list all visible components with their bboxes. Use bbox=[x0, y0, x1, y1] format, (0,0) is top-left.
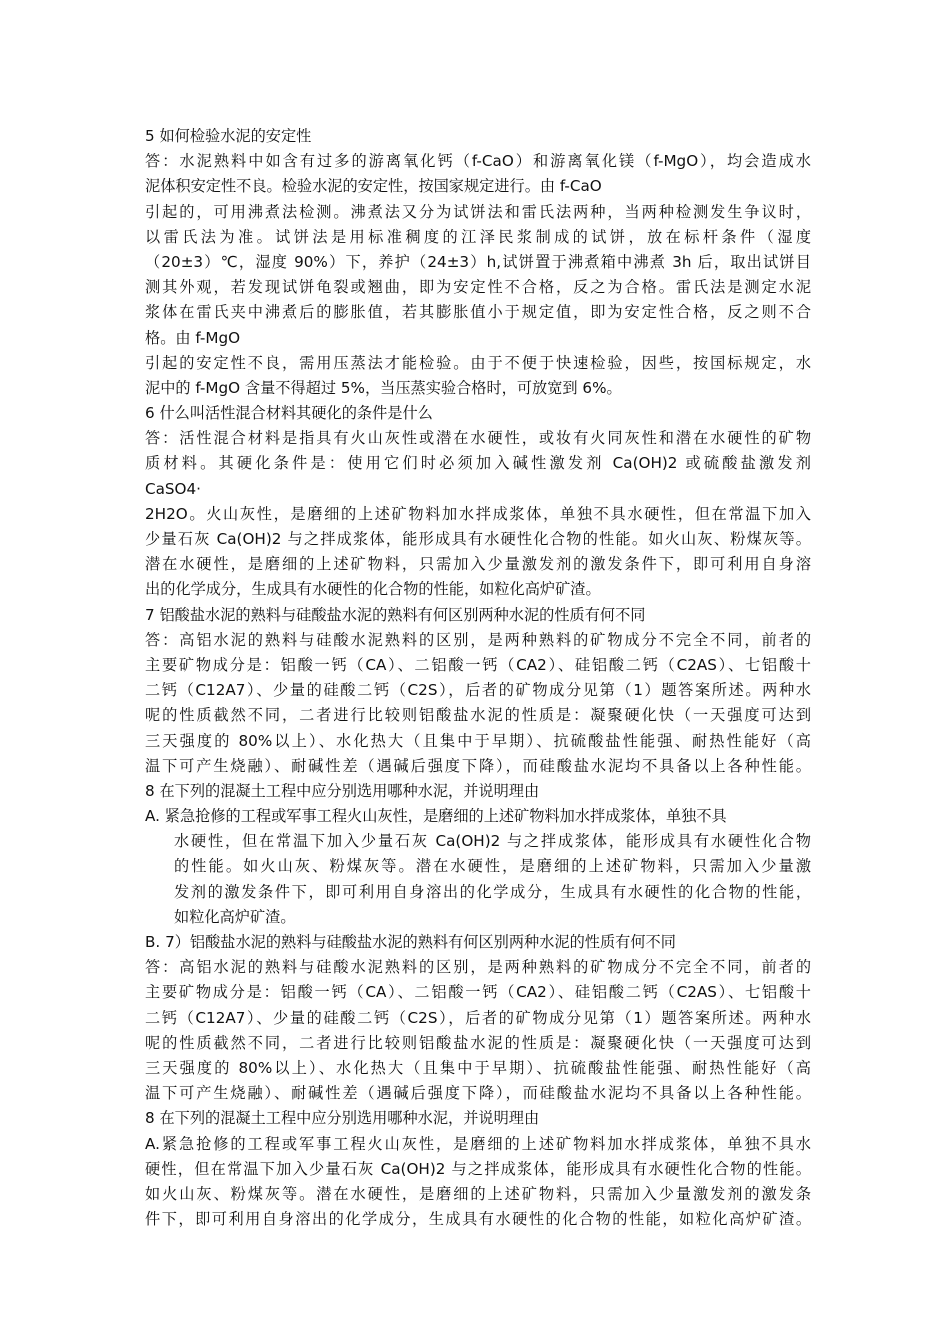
text-line: 主要矿物成分是：铝酸一钙（CA）、二铝酸一钙（CA2）、硅铝酸二钙（C2AS）、七铝酸十 bbox=[145, 655, 811, 674]
text-line: 的性能。如火山灰、粉煤灰等。潜在水硬性，是磨细的上述矿物料，只需加入少量激 bbox=[174, 857, 811, 876]
text-line: 质材料。其硬化条件是：使用它们时必须加入碱性激发剂 Ca(OH)2 或硫酸盐激发剂 bbox=[145, 454, 811, 473]
text-line: 出的化学成分，生成具有水硬性的化合物的性能，如粒化高炉矿渣。 bbox=[145, 580, 601, 599]
document-body bbox=[145, 124, 811, 1232]
text-line: A. 紧急抢修的工程或军事工程火山灰性，是磨细的上述矿物料加水拌成浆体，单独不具 bbox=[145, 807, 727, 826]
text-line: 6 什么叫活性混合材料其硬化的条件是什么 bbox=[145, 404, 433, 423]
text-line: 少量石灰 Ca(OH)2 与之拌成浆体，能形成具有水硬性化合物的性能。如火山灰、粉煤灰等。 bbox=[145, 530, 811, 548]
text-line: 呢的性质截然不同，二者进行比较则铝酸盐水泥的性质是：凝聚硬化快（一天强度可达到 bbox=[145, 706, 811, 725]
text-line: 以雷氏法为准。试饼法是用标准稠度的江泽民浆制成的试饼，放在标杆条件（湿度 bbox=[145, 227, 811, 246]
text-line: 件下，即可利用自身溶出的化学成分，生成具有水硬性的化合物的性能，如粒化高炉矿渣。 bbox=[145, 1210, 811, 1229]
text-line: 温下可产生烧融）、耐碱性差（遇碱后强度下降），而硅酸盐水泥均不具备以上各种性能。 bbox=[145, 756, 811, 775]
text-line: 潜在水硬性，是磨细的上述矿物料，只需加入少量激发剂的激发条件下，即可利用自身溶 bbox=[145, 555, 811, 574]
text-line: 8 在下列的混凝土工程中应分别选用哪种水泥，并说明理由 bbox=[145, 1109, 540, 1128]
text-line: 呢的性质截然不同，二者进行比较则铝酸盐水泥的性质是：凝聚硬化快（一天强度可达到 bbox=[145, 1033, 811, 1052]
text-line: 如粒化高炉矿渣。 bbox=[174, 907, 296, 926]
text-line: 硬性，但在常温下加入少量石灰 Ca(OH)2 与之拌成浆体，能形成具有水硬性化合物的性能。 bbox=[145, 1159, 811, 1178]
text-line: 测其外观，若发现试饼龟裂或翘曲，即为安定性不合格，反之为合格。雷氏法是测定水泥 bbox=[145, 278, 811, 297]
text-line: 2H2O。火山灰性，是磨细的上述矿物料加水拌成浆体，单独不具水硬性，但在常温下加入 bbox=[145, 504, 811, 523]
text-line: CaSO4· bbox=[145, 479, 201, 498]
text-line: 7 铝酸盐水泥的熟料与硅酸盐水泥的熟料有何区别两种水泥的性质有何不同 bbox=[145, 605, 646, 624]
text-line: 引起的，可用沸煮法检测。沸煮法又分为试饼法和雷氏法两种，当两种检测发生争议时， bbox=[145, 202, 811, 221]
text-line: 温下可产生烧融）、耐碱性差（遇碱后强度下降），而硅酸盐水泥均不具备以上各种性能。 bbox=[145, 1084, 811, 1103]
text-line: 格。由 f-MgO bbox=[145, 328, 241, 347]
text-line: 三天强度的 80%以上）、水化热大（且集中于早期）、抗硫酸盐性能强、耐热性能好（高 bbox=[145, 1058, 811, 1077]
text-line: 8 在下列的混凝土工程中应分别选用哪种水泥，并说明理由 bbox=[145, 781, 540, 800]
text-line: 主要矿物成分是：铝酸一钙（CA）、二铝酸一钙（CA2）、硅铝酸二钙（C2AS）、七铝酸十 bbox=[145, 983, 811, 1002]
text-line: （20±3）℃，湿度 90%）下，养护（24±3）h,试饼置于沸煮箱中沸煮 3h 后，取出试饼目 bbox=[145, 252, 811, 271]
text-line: 5 如何检验水泥的安定性 bbox=[145, 127, 312, 145]
text-line: 泥中的 f-MgO 含量不得超过 5%，当压蒸实验合格时，可放宽到 6%。 bbox=[145, 378, 622, 397]
text-line: 如火山灰、粉煤灰等。潜在水硬性，是磨细的上述矿物料，只需加入少量激发剂的激发条 bbox=[145, 1184, 811, 1203]
text-line: 答：活性混合材料是指具有火山灰性或潜在水硬性，或妆有火同灰性和潜在水硬性的矿物 bbox=[145, 429, 811, 448]
text-line: 二钙（C12A7）、少量的硅酸二钙（C2S），后者的矿物成分见第（1）题答案所述。两种水 bbox=[145, 681, 811, 700]
text-line: 发剂的激发条件下，即可利用自身溶出的化学成分，生成具有水硬性的化合物的性能， bbox=[174, 882, 811, 901]
text-line: 水硬性，但在常温下加入少量石灰 Ca(OH)2 与之拌成浆体，能形成具有水硬性化合物 bbox=[174, 832, 811, 851]
text-line: 浆体在雷氏夹中沸煮后的膨胀值，若其膨胀值小于规定值，即为安定性合格，反之则不合 bbox=[145, 303, 811, 322]
text-line: 答：高铝水泥的熟料与硅酸水泥熟料的区别，是两种熟料的矿物成分不完全不同，前者的 bbox=[145, 630, 811, 649]
text-line: 答：水泥熟料中如含有过多的游离氧化钙（f-CaO）和游离氧化镁（f-MgO），均会造成水 bbox=[145, 152, 811, 171]
text-line: A.紧急抢修的工程或军事工程火山灰性，是磨细的上述矿物料加水拌成浆体，单独不具水 bbox=[145, 1134, 811, 1153]
text-line: B. 7）铝酸盐水泥的熟料与硅酸盐水泥的熟料有何区别两种水泥的性质有何不同 bbox=[145, 933, 676, 951]
text-line: 二钙（C12A7）、少量的硅酸二钙（C2S），后者的矿物成分见第（1）题答案所述。两种水 bbox=[145, 1008, 811, 1027]
text-line: 泥体积安定性不良。检验水泥的安定性，按国家规定进行。由 f-CaO bbox=[145, 177, 602, 196]
text-line: 答：高铝水泥的熟料与硅酸水泥熟料的区别，是两种熟料的矿物成分不完全不同，前者的 bbox=[145, 958, 811, 977]
text-line: 三天强度的 80%以上）、水化热大（且集中于早期）、抗硫酸盐性能强、耐热性能好（高 bbox=[145, 731, 811, 750]
text-line: 引起的安定性不良，需用压蒸法才能检验。由于不便于快速检验，因些，按国标规定，水 bbox=[145, 353, 811, 372]
